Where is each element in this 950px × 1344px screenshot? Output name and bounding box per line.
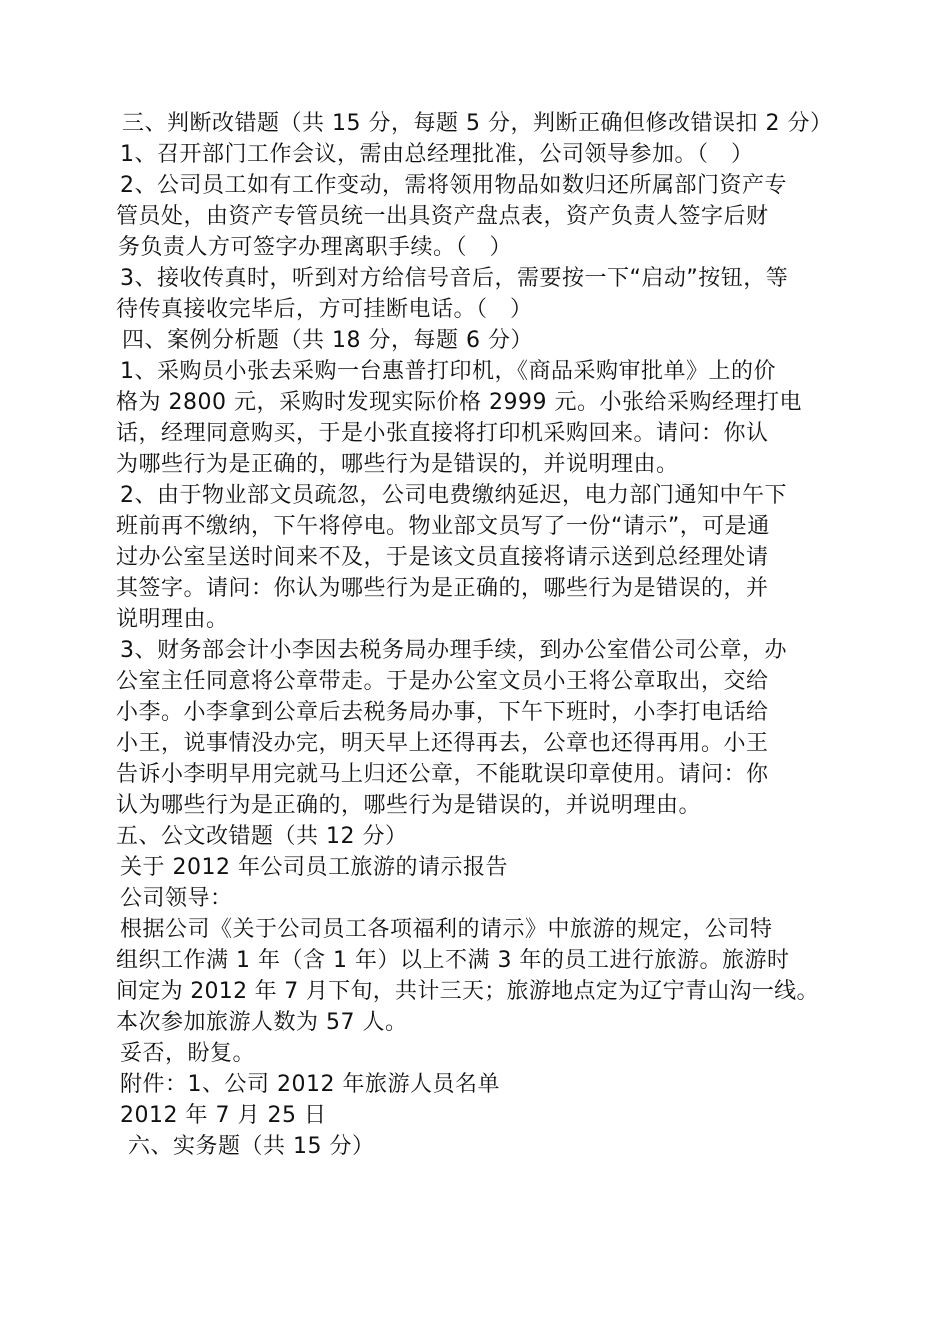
question-text: 1、采购员小张去采购一台惠普打印机，《商品采购审批单》上的价	[120, 359, 776, 384]
question-text: 说明理由。	[116, 607, 229, 632]
memo-body: 组织工作满 1 年（含 1 年）以上不满 3 年的员工进行旅游。旅游时	[116, 948, 790, 973]
question-text: 待传真接收完毕后，方可挂断电话。（ ）	[116, 297, 533, 322]
question-text: 务负责人方可签字办理离职手续。（ ）	[118, 235, 513, 260]
memo-title: 关于 2012 年公司员工旅游的请示报告	[120, 855, 508, 880]
question-text: 其签字。请问：你认为哪些行为是正确的，哪些行为是错误的，并	[116, 576, 769, 601]
section-5-heading: 五、公文改错题（共 12 分）	[116, 824, 408, 849]
memo-body: 间定为 2012 年 7 月下旬，共计三天；旅游地点定为辽宁青山沟一线。	[116, 979, 819, 1004]
question-text: 认为哪些行为是正确的，哪些行为是错误的，并说明理由。	[116, 793, 702, 818]
question-text: 告诉小李明早用完就马上归还公章，不能耽误印章使用。请问：你	[116, 762, 769, 787]
section-6-heading: 六、实务题（共 15 分）	[128, 1134, 375, 1159]
question-text: 格为 2800 元，采购时发现实际价格 2999 元。小张给采购经理打电	[116, 390, 802, 415]
question-text: 2、由于物业部文员疏忽，公司电费缴纳延迟，电力部门通知中午下	[120, 483, 787, 508]
memo-body: 根据公司《关于公司员工各项福利的请示》中旅游的规定，公司特	[120, 917, 773, 942]
question-text: 3、财务部会计小李因去税务局办理手续，到办公室借公司公章，办	[120, 638, 787, 663]
document-body	[0, 108, 950, 1162]
memo-salutation: 公司领导：	[120, 886, 233, 911]
question-text: 1、召开部门工作会议，需由总经理批准，公司领导参加。（ ）	[120, 142, 754, 167]
question-text: 话，经理同意购买，于是小张直接将打印机采购回来。请问：你认	[116, 421, 769, 446]
question-text: 为哪些行为是正确的，哪些行为是错误的，并说明理由。	[116, 452, 679, 477]
question-text: 小王，说事情没办完，明天早上还得再去，公章也还得再用。小王	[116, 731, 769, 756]
section-3-heading: 三、判断改错题（共 15 分，每题 5 分，判断正确但修改错误扣 2 分）	[122, 111, 833, 136]
question-text: 班前再不缴纳，下午将停电。物业部文员写了一份“请示”，可是通	[116, 514, 770, 539]
question-text: 过办公室呈送时间来不及，于是该文员直接将请示送到总经理处请	[116, 545, 769, 570]
memo-closing: 妥否，盼复。	[120, 1041, 256, 1066]
memo-attachment: 附件：1、公司 2012 年旅游人员名单	[120, 1072, 500, 1097]
question-text: 公室主任同意将公章带走。于是办公室文员小王将公章取出，交给	[116, 669, 769, 694]
section-4-heading: 四、案例分析题（共 18 分，每题 6 分）	[122, 328, 533, 353]
question-text: 管员处，由资产专管员统一出具资产盘点表，资产负责人签字后财	[116, 204, 769, 229]
question-text: 小李。小李拿到公章后去税务局办事，下午下班时，小李打电话给	[116, 700, 769, 725]
question-text: 3、接收传真时，听到对方给信号音后，需要按一下“启动”按钮，等	[120, 266, 789, 291]
memo-body: 本次参加旅游人数为 57 人。	[116, 1010, 408, 1035]
memo-date: 2012 年 7 月 25 日	[120, 1103, 327, 1128]
question-text: 2、公司员工如有工作变动，需将领用物品如数归还所属部门资产专	[120, 173, 787, 198]
